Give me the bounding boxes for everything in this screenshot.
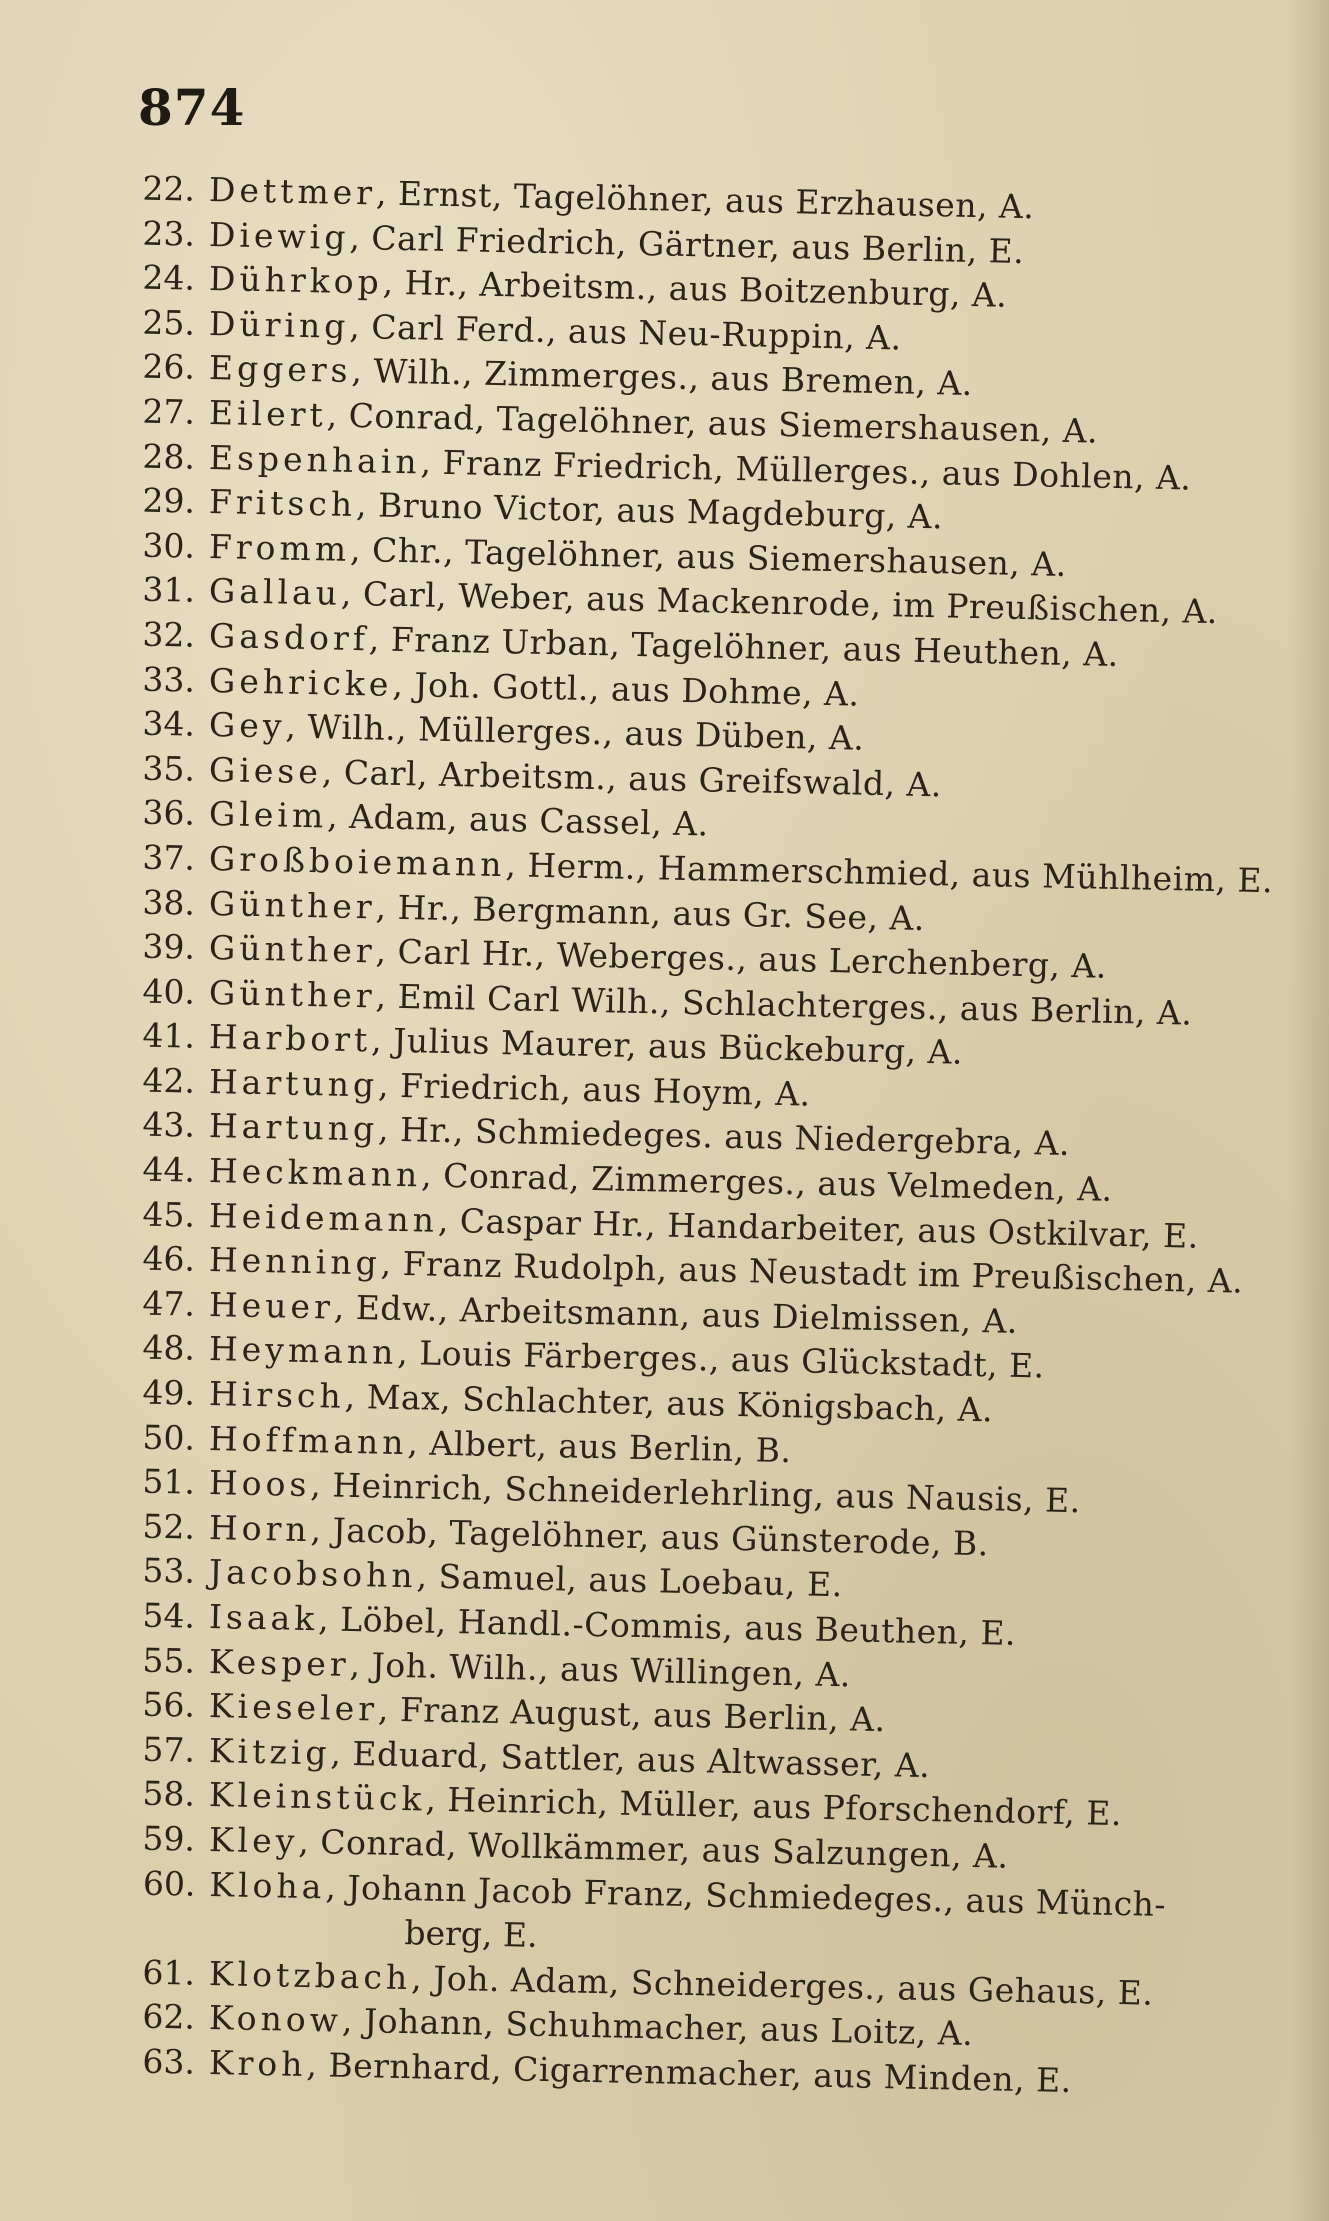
entry-number: 54.: [142, 1595, 196, 1636]
entry-number: 34.: [142, 703, 196, 744]
entry-details: , Conrad, Tagelöhner, aus Siemershausen, A.: [326, 395, 1099, 451]
entry-details: , Hr., Arbeitsm., aus Boitzenburg, A.: [382, 262, 1008, 315]
entry-number: 63.: [142, 2041, 196, 2082]
entry-number: 22.: [142, 168, 196, 209]
entry-surname: Heymann: [208, 1329, 398, 1373]
entry-details: , Johann Jacob Franz, Schmiedeges., aus Münch-: [325, 1866, 1167, 1924]
entry-details: , Joh. Gottl., aus Dohme, A.: [392, 664, 860, 714]
entry-details: , Wilh., Zimmerges., aus Bremen, A.: [351, 351, 974, 404]
entry-number: 53.: [142, 1550, 196, 1592]
entry-surname: Günther: [208, 928, 377, 971]
entry-surname: Hartung: [208, 1061, 379, 1105]
entry-number: 32.: [142, 614, 196, 655]
entry-details: , Edw., Arbeitsmann, aus Dielmissen, A.: [333, 1287, 1019, 1341]
entry-details: , Adam, aus Cassel, A.: [326, 796, 710, 844]
entry-details: , Hr., Bergmann, aus Gr. See, A.: [375, 886, 926, 938]
entry-surname: Kitzig: [208, 1730, 331, 1773]
entry-surname: Harbort: [208, 1017, 372, 1060]
entry-surname: Kieseler: [208, 1686, 379, 1729]
entry-details: , Franz Urban, Tagelöhner, aus Heuthen, A.: [368, 619, 1120, 674]
entry-details: , Heinrich, Schneiderlehrling, aus Nausis, E.: [310, 1465, 1082, 1521]
entry-number: 52.: [142, 1506, 196, 1547]
entry-number: 51.: [142, 1461, 196, 1502]
entry-number: 42.: [142, 1060, 196, 1101]
entry-number: 46.: [142, 1238, 196, 1279]
entry-surname: Kroh: [208, 2042, 307, 2084]
entry-number: 59.: [142, 1818, 196, 1859]
entry-details: , Samuel, aus Loebau, E.: [416, 1556, 844, 1605]
entry-number: 43.: [142, 1105, 196, 1146]
entry-surname: Eilert: [208, 392, 328, 435]
entry-details: , Joh. Adam, Schneiderges., aus Gehaus, E.: [410, 1957, 1154, 2013]
entry-details: , Chr., Tagelöhner, aus Siemershausen, A.: [349, 529, 1068, 584]
entry-details: , Bruno Victor, aus Magdeburg, A.: [355, 485, 944, 537]
entry-details: , Carl Friedrich, Gärtner, aus Berlin, E.: [349, 217, 1025, 271]
entry-details: , Herm., Hammerschmied, aus Mühlheim, E.: [505, 845, 1274, 901]
entry-surname: Hirsch: [208, 1374, 346, 1416]
entry-details: , Johann, Schuhmacher, aus Loitz, A.: [341, 2000, 974, 2054]
entry-surname: Isaak: [208, 1596, 319, 1639]
entry-details: , Friedrich, aus Hoym, A.: [377, 1065, 812, 1114]
entry-surname: Dettmer: [208, 169, 377, 213]
entry-surname: Giese: [208, 749, 323, 792]
entry-number: 38.: [142, 882, 196, 923]
entry-surname: Klotzbach: [208, 1953, 412, 1997]
entry-number: 30.: [142, 525, 196, 566]
entry-surname: Espenhain: [208, 437, 422, 481]
entry-surname: Horn: [208, 1507, 312, 1549]
entry-details: , Joh. Wilh., aus Willingen, A.: [349, 1644, 852, 1695]
entry-number: 29.: [142, 480, 196, 521]
entry-details: , Max, Schlachter, aus Königsbach, A.: [344, 1376, 994, 1430]
entry-number: 24.: [142, 257, 196, 298]
entry-number: 39.: [142, 926, 196, 967]
entry-surname: Gehricke: [208, 660, 393, 704]
entry-details: , Franz Rudolph, aus Neustadt im Preußischen, A.: [380, 1243, 1244, 1301]
entry-details: , Franz August, aus Berlin, A.: [377, 1689, 886, 1740]
entry-details: , Carl Hr., Weberges., aus Lerchenberg, A.: [375, 931, 1108, 986]
entry-surname: Jacobsohn: [208, 1552, 418, 1596]
entry-surname: Günther: [208, 883, 377, 926]
entry-details: , Conrad, Wollkämmer, aus Salzungen, A.: [297, 1821, 1009, 1876]
entry-details: , Carl, Arbeitsm., aus Greifswald, A.: [321, 752, 943, 805]
entry-details: , Jacob, Tagelöhner, aus Günsterode, B.: [310, 1509, 990, 1564]
page-number: 874: [138, 78, 246, 137]
entry-surname: Gleim: [208, 794, 328, 836]
entry-details: , Emil Carl Wilh., Schlachterges., aus Berlin, A.: [375, 976, 1193, 1033]
entry-surname: Gasdorf: [208, 615, 370, 659]
entry-number: 23.: [142, 213, 196, 254]
entry-surname: Kesper: [208, 1641, 351, 1684]
entry-details: , Albert, aus Berlin, B.: [407, 1422, 792, 1470]
entry-surname: Eggers: [208, 348, 352, 391]
entry-surname: Kleinstück: [208, 1775, 426, 1819]
entry-details: , Carl, Weber, aus Mackenrode, im Preußischen, A.: [340, 574, 1219, 632]
entry-details: , Carl Ferd., aus Neu-Ruppin, A.: [348, 306, 903, 358]
entry-number: 50.: [142, 1417, 196, 1458]
entry-details: , Franz Friedrich, Müllerges., aus Dohlen, A.: [420, 441, 1192, 498]
entry-number: 61.: [142, 1952, 196, 1993]
entry-number: 40.: [142, 971, 196, 1012]
entry-number: 45.: [142, 1194, 196, 1235]
entry-number: 49.: [142, 1372, 196, 1413]
entry-surname: Konow: [208, 1998, 343, 2040]
entry-surname: Hoffmann: [208, 1418, 408, 1462]
entry-surname: Kloha: [209, 1864, 326, 1906]
entry-number: 36.: [142, 792, 196, 833]
entry-number: 28.: [142, 436, 196, 477]
entry-number: 31.: [142, 569, 196, 611]
entry-number: 25.: [142, 302, 196, 343]
entry-surname: Gallau: [208, 571, 342, 614]
entry-number: 48.: [142, 1328, 196, 1369]
entry-number: 58.: [142, 1773, 196, 1815]
entry-surname: Hartung: [208, 1106, 379, 1149]
entry-number: 35.: [142, 748, 196, 789]
entry-surname: Günther: [208, 972, 377, 1016]
entry-details: , Caspar Hr., Handarbeiter, aus Ostkilvar, E.: [437, 1200, 1200, 1256]
emigrant-list: [115, 166, 1274, 2100]
entry-surname: Kley: [208, 1819, 299, 1861]
entry-details: , Wilh., Müllerges., aus Düben, A.: [285, 706, 865, 758]
entry-number: 47.: [142, 1283, 196, 1324]
entry-details: , Conrad, Zimmerges., aus Velmeden, A.: [420, 1155, 1114, 1209]
entry-surname: Dührkop: [208, 259, 384, 302]
entry-number: 55.: [142, 1640, 196, 1681]
entry-details: , Eduard, Sattler, aus Altwasser, A.: [330, 1733, 931, 1785]
entry-number: 37.: [142, 837, 196, 878]
entry-surname: Heuer: [208, 1284, 335, 1327]
entry-details: , Bernhard, Cigarrenmacher, aus Minden, E.: [306, 2044, 1073, 2100]
entry-surname: Düring: [208, 303, 350, 346]
entry-details: , Heinrich, Müller, aus Pforschendorf, E.: [425, 1779, 1123, 1834]
entry-surname: Heckmann: [208, 1151, 422, 1195]
entry-continuation: berg, E.: [404, 1912, 539, 1955]
entry-number: 60.: [142, 1863, 196, 1904]
entry-surname: Diewig: [208, 214, 350, 257]
entry-number: 56.: [142, 1684, 196, 1725]
entry-surname: Gey: [208, 705, 286, 746]
entry-number: 26.: [142, 346, 196, 388]
entry-number: 44.: [142, 1149, 196, 1190]
entry-details: , Ernst, Tagelöhner, aus Erzhausen, A.: [375, 173, 1035, 227]
entry-surname: Großboiemann: [208, 838, 506, 885]
entry-number: 33.: [142, 659, 196, 700]
entry-number: 27.: [142, 391, 196, 432]
entry-details: , Louis Färberges., aus Glückstadt, E.: [396, 1333, 1046, 1386]
page-edge-shadow: [1289, 0, 1329, 2221]
entry-number: 41.: [142, 1015, 196, 1056]
entry-details: , Hr., Schmiedeges. aus Niedergebra, A.: [377, 1109, 1071, 1164]
entry-number: 57.: [142, 1729, 196, 1770]
entry-surname: Fromm: [208, 526, 351, 569]
entry-surname: Hoos: [208, 1463, 311, 1505]
entry-details: , Löbel, Handl.-Commis, aus Beuthen, E.: [317, 1599, 1017, 1653]
entry-surname: Heidemann: [208, 1195, 439, 1240]
entry-details: , Julius Maurer, aus Bückeburg, A.: [370, 1020, 964, 1073]
entry-number: 62.: [142, 1996, 196, 2037]
entry-surname: Henning: [208, 1240, 382, 1283]
entry-surname: Fritsch: [208, 482, 357, 525]
